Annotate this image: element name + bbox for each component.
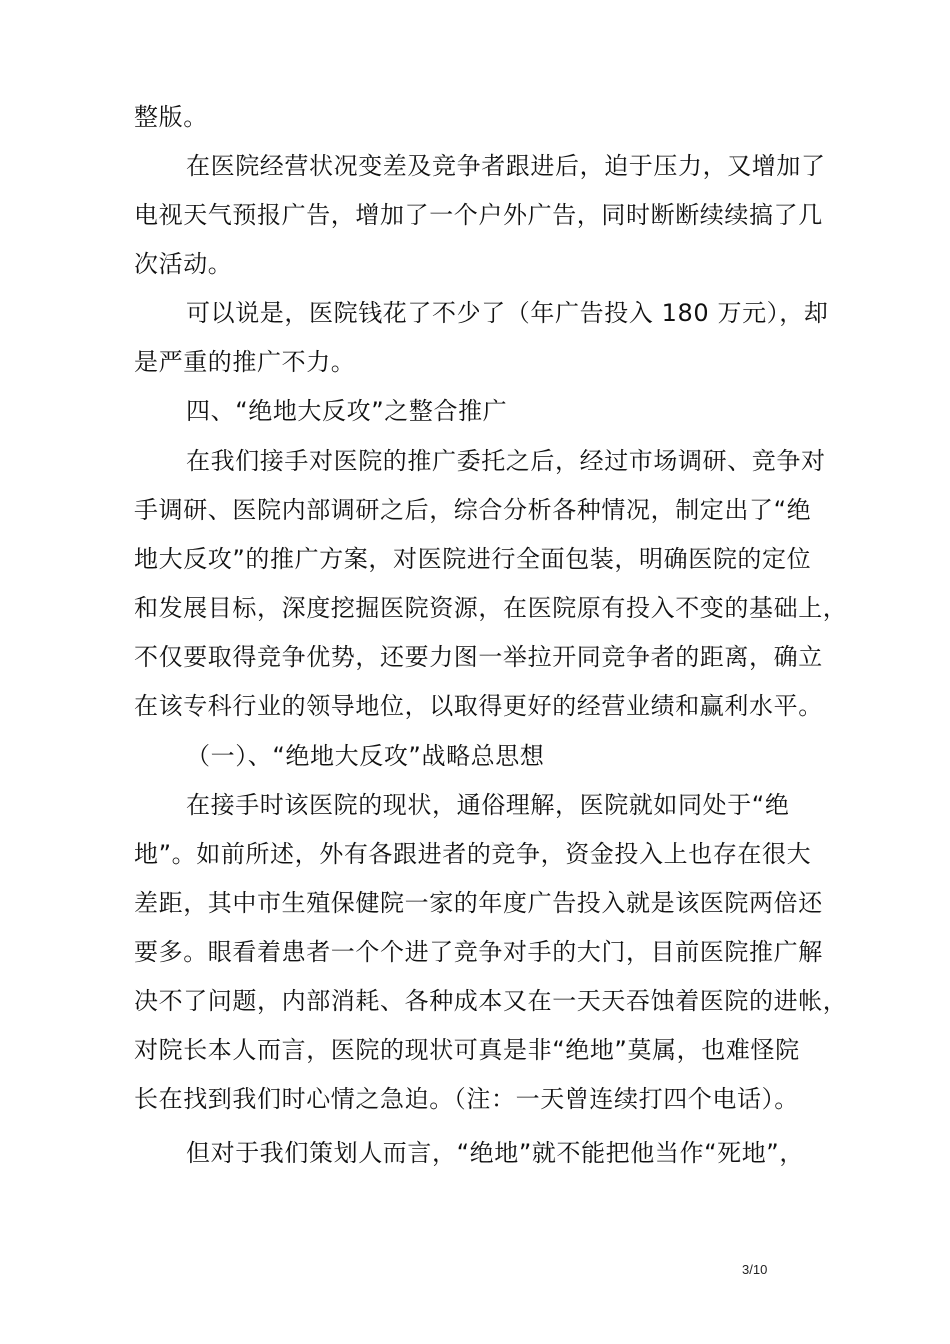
text-line: 地”。如前所述，外有各跟进者的竞争，资金投入上也存在很大 xyxy=(134,840,812,868)
text-line: 要多。眼看着患者一个个进了竞争对手的大门，目前医院推广解 xyxy=(134,938,823,966)
text-line: 电视天气预报广告，增加了一个户外广告，同时断断续续搞了几 xyxy=(134,201,823,229)
text-line: 手调研、医院内部调研之后，综合分析各种情况，制定出了“绝 xyxy=(134,496,812,524)
text-line: 不仅要取得竞争优势，还要力图一举拉开同竞争者的距离，确立 xyxy=(134,643,823,671)
text-line: 可以说是，医院钱花了不少了（年广告投入 180 万元），却 xyxy=(186,299,829,327)
text-line: 但对于我们策划人而言，“绝地”就不能把他当作“死地”， xyxy=(186,1139,804,1167)
text-line: 差距，其中市生殖保健院一家的年度广告投入就是该医院两倍还 xyxy=(134,889,823,917)
section-heading: 四、“绝地大反攻”之整合推广 xyxy=(186,397,508,425)
text-line: 整版。 xyxy=(134,103,208,131)
text-line: 对院长本人而言，医院的现状可真是非“绝地”莫属，也难怪院 xyxy=(134,1036,800,1064)
text-line: 在接手时该医院的现状，通俗理解，医院就如同处于“绝 xyxy=(186,791,790,819)
text-line: 次活动。 xyxy=(134,250,233,278)
page-number: 3/10 xyxy=(742,1262,768,1277)
text-line: 在该专科行业的领导地位，以取得更好的经营业绩和赢利水平。 xyxy=(134,692,823,720)
subsection-heading: （一）、“绝地大反攻”战略总思想 xyxy=(186,742,545,770)
text-line: 长在找到我们时心情之急迫。（注：一天曾连续打四个电话）。 xyxy=(134,1085,799,1113)
text-line: 在医院经营状况变差及竞争者跟进后，迫于压力，又增加了 xyxy=(186,152,826,180)
text-line: 地大反攻”的推广方案，对医院进行全面包装，明确医院的定位 xyxy=(134,545,812,573)
text-line: 决不了问题，内部消耗、各种成本又在一天天吞蚀着医院的进帐， xyxy=(134,987,848,1015)
text-line: 在我们接手对医院的推广委托之后，经过市场调研、竞争对 xyxy=(186,447,826,475)
text-line: 和发展目标，深度挖掘医院资源，在医院原有投入不变的基础上， xyxy=(134,594,848,622)
text-line: 是严重的推广不力。 xyxy=(134,348,356,376)
